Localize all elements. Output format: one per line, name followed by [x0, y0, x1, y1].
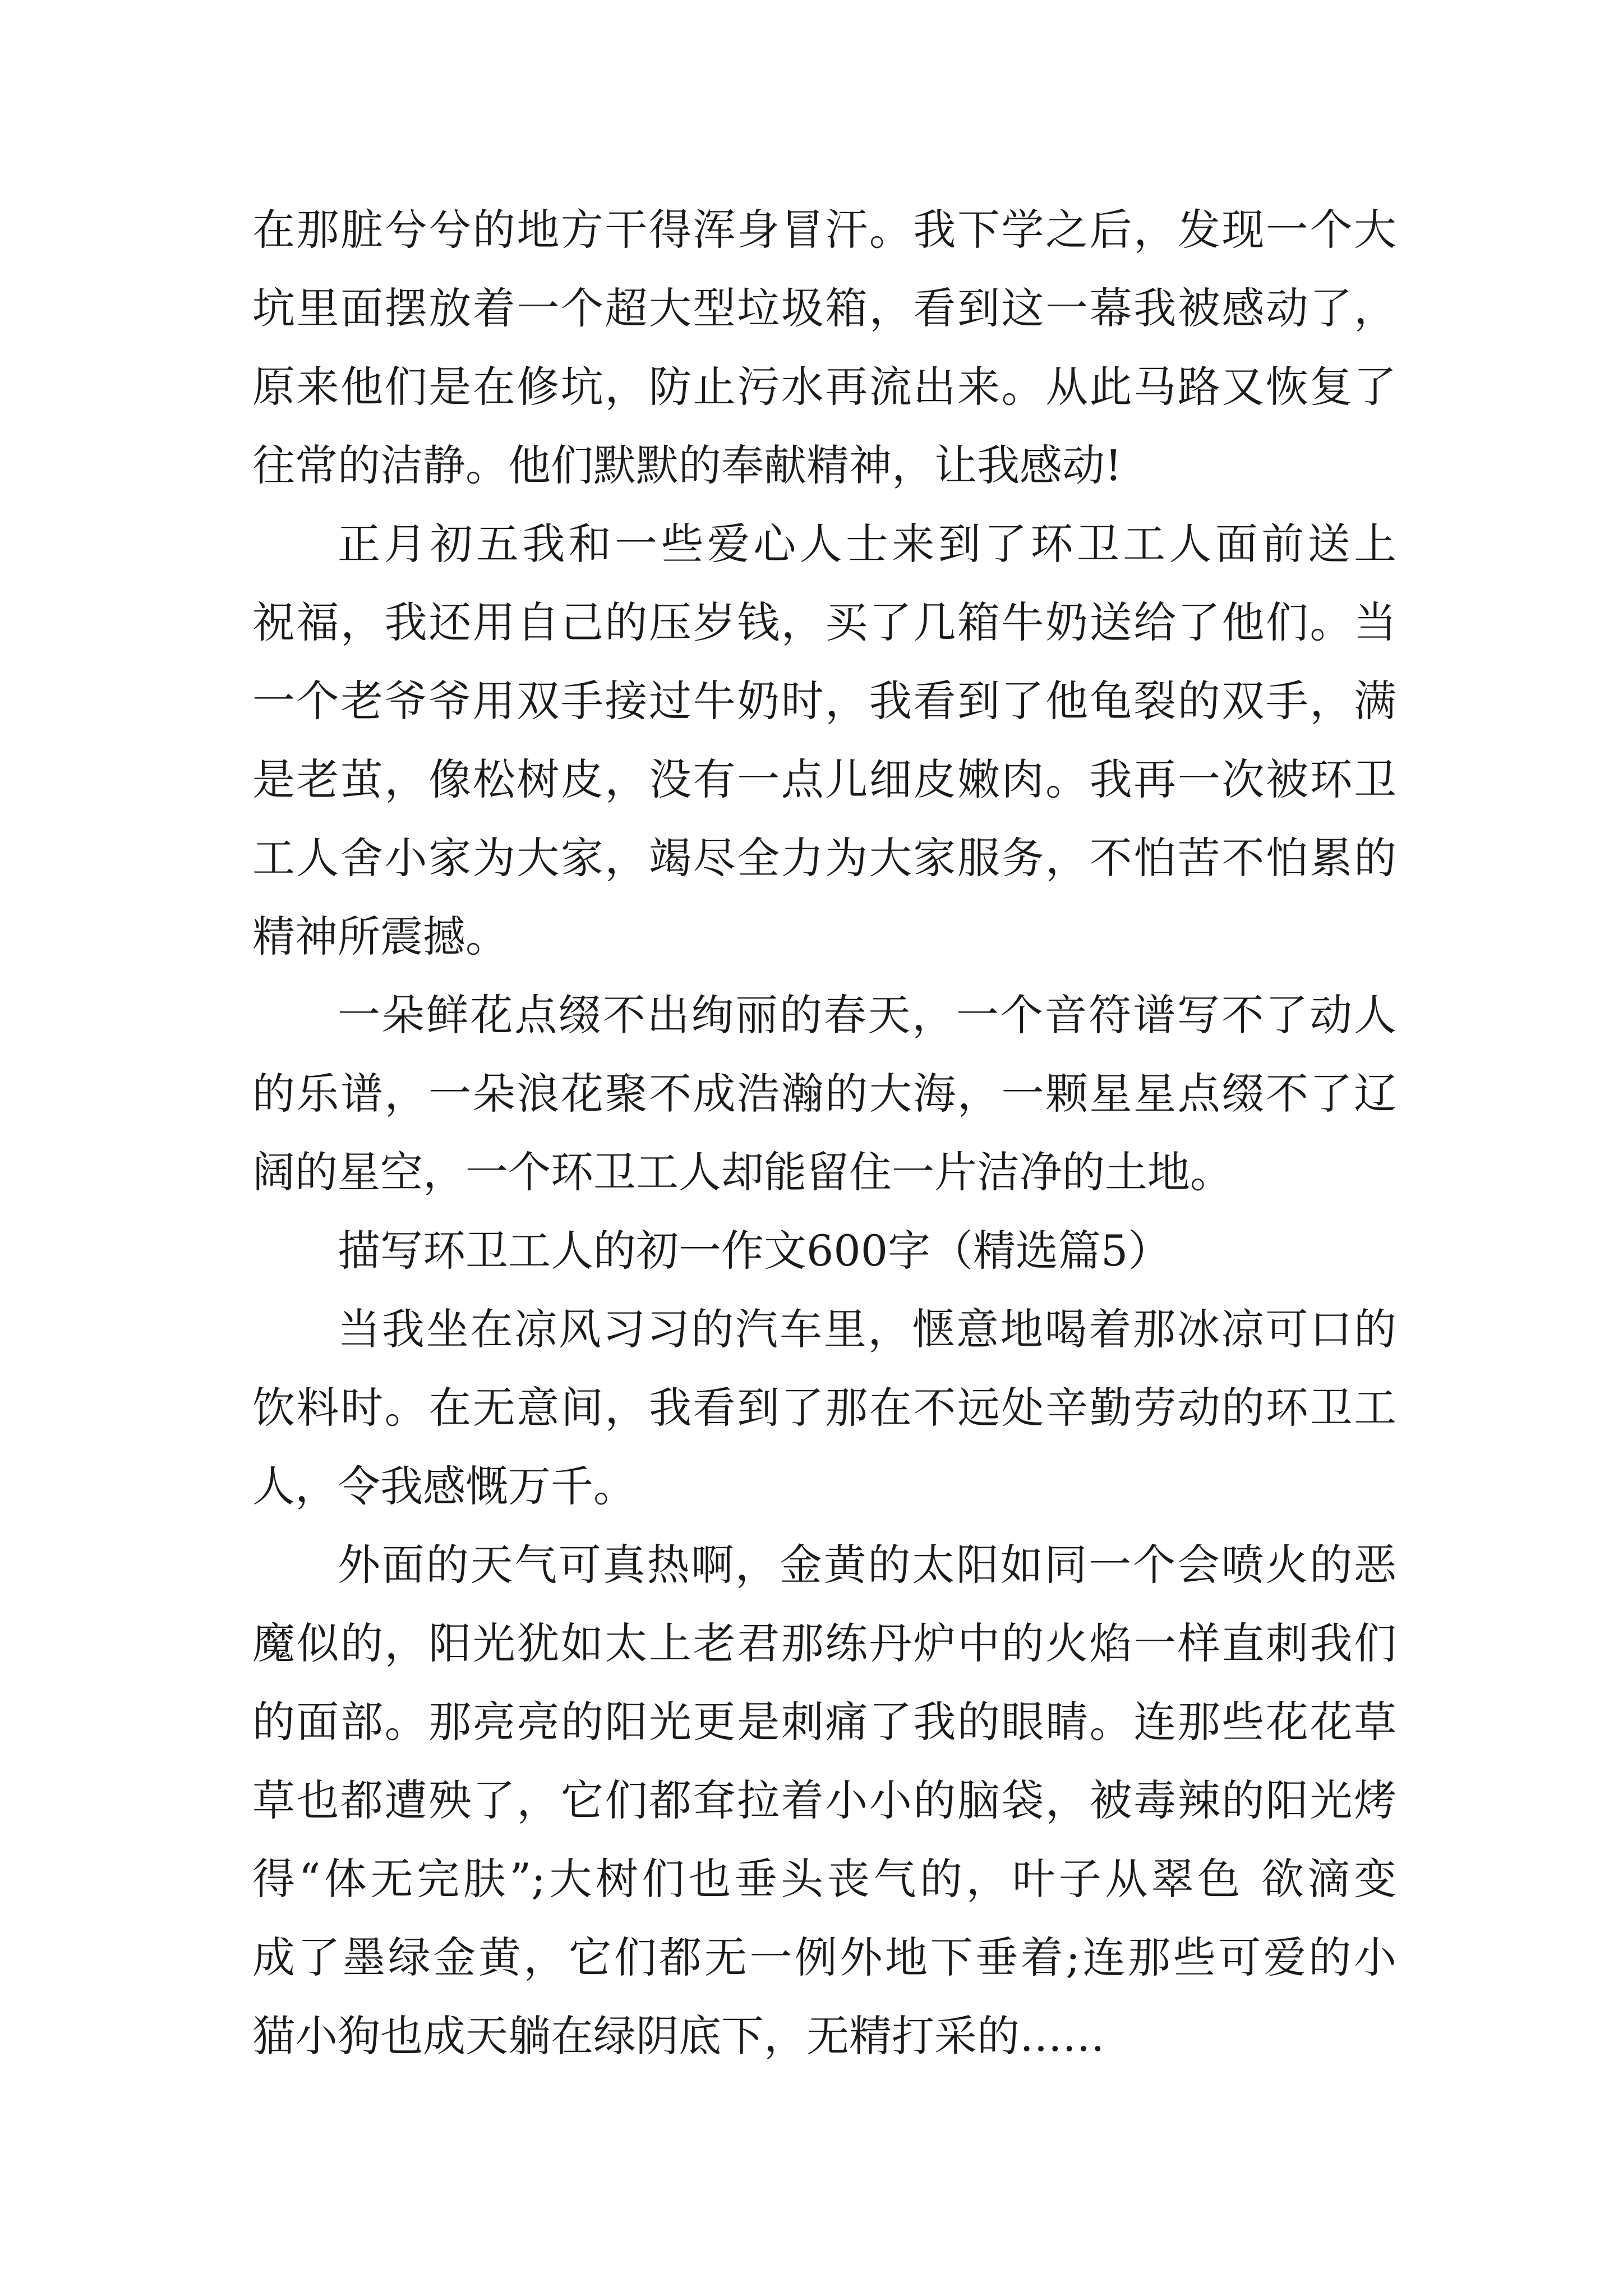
text-line: 原来他们是在修坑，防止污水再流出来。从此马路又恢复了: [252, 362, 1396, 412]
text-line: 祝福，我还用自己的压岁钱，买了几箱牛奶送给了他们。当: [252, 597, 1396, 647]
text-line: 在那脏兮兮的地方干得浑身冒汗。我下学之后，发现一个大: [252, 205, 1396, 255]
text-line: 得“体无完肤”;大树们也垂头丧气的，叶子从翠色 欲滴变: [252, 1854, 1396, 1904]
body-text: [252, 191, 1396, 2076]
text-line: 正月初五我和一些爱心人士来到了环卫工人面前送上: [338, 519, 1396, 569]
text-line: 工人舍小家为大家，竭尽全力为大家服务，不怕苦不怕累的: [252, 833, 1396, 883]
text-line: 往常的洁静。他们默默的奉献精神，让我感动!: [252, 440, 1122, 490]
text-line: 阔的星空，一个环卫工人却能留住一片洁净的土地。: [252, 1147, 1233, 1197]
text-line: 成了墨绿金黄，它们都无一例外地下垂着;连那些可爱的小: [252, 1932, 1396, 1982]
text-line: 魔似的，阳光犹如太上老君那练丹炉中的火焰一样直刺我们: [252, 1618, 1396, 1668]
text-line: 草也都遭殃了，它们都耷拉着小小的脑袋，被毒辣的阳光烤: [252, 1775, 1396, 1825]
text-line: 当我坐在凉风习习的汽车里，惬意地喝着那冰凉可口的: [338, 1304, 1396, 1354]
text-line: 人，令我感慨万千。: [252, 1461, 636, 1511]
text-line: 猫小狗也成天躺在绿阴底下，无精打采的……: [252, 2011, 1105, 2061]
text-line: 的乐谱，一朵浪花聚不成浩瀚的大海，一颗星星点缀不了辽: [252, 1069, 1396, 1119]
text-line: 一朵鲜花点缀不出绚丽的春天，一个音符谱写不了动人: [338, 990, 1396, 1040]
text-line: 外面的天气可真热啊，金黄的太阳如同一个会喷火的恶: [338, 1540, 1396, 1590]
text-line: 饮料时。在无意间，我看到了那在不远处辛勤劳动的环卫工: [252, 1383, 1396, 1433]
text-line: 一个老爷爷用双手接过牛奶时，我看到了他龟裂的双手，满: [252, 676, 1396, 726]
text-line: 是老茧，像松树皮，没有一点儿细皮嫩肉。我再一次被环卫: [252, 754, 1396, 804]
section-heading: 描写环卫工人的初一作文600字（精选篇5）: [338, 1226, 1171, 1276]
text-line: 的面部。那亮亮的阳光更是刺痛了我的眼睛。连那些花花草: [252, 1697, 1396, 1747]
text-line: 坑里面摆放着一个超大型垃圾箱，看到这一幕我被感动了，: [252, 283, 1396, 333]
text-line: 精神所震撼。: [252, 912, 508, 961]
